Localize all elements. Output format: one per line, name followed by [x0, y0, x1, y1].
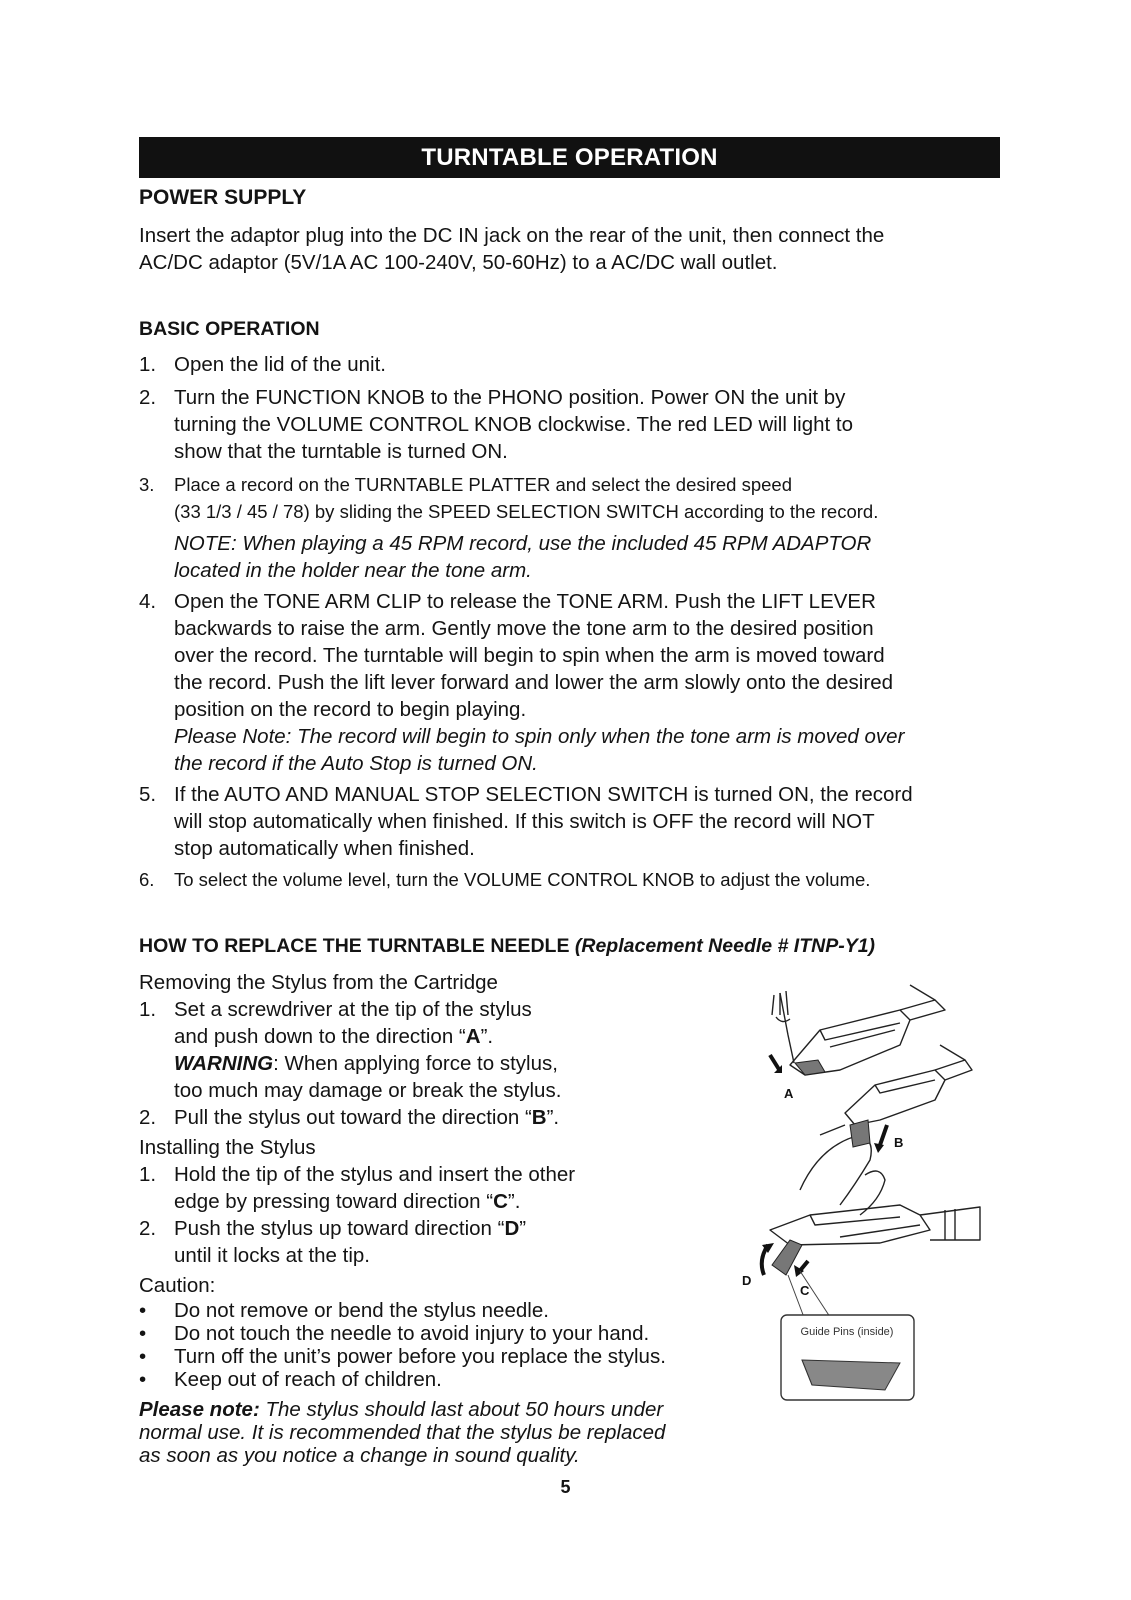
power-supply-heading: POWER SUPPLY — [139, 186, 307, 209]
list-item — [139, 1299, 759, 1322]
bullet-symbol: • — [139, 1299, 147, 1322]
text-line: If the AUTO AND MANUAL STOP SELECTION SWITCH is turned ON, the record — [174, 783, 913, 806]
needle-heading-text: HOW TO REPLACE THE TURNTABLE NEEDLE — [139, 935, 570, 957]
text-line: position on the record to begin playing. — [174, 698, 527, 721]
list-number: 2. — [139, 1106, 157, 1129]
list-number: 3. — [139, 474, 155, 495]
bullet-symbol: • — [139, 1368, 147, 1391]
text-line: Turn the FUNCTION KNOB to the PHONO position. Power ON the unit by — [174, 386, 846, 409]
removing-stylus-title: Removing the Stylus from the Cartridge — [139, 971, 498, 994]
text-line: show that the turntable is turned ON. — [174, 440, 508, 463]
list-number: 4. — [139, 590, 157, 613]
text-line: as soon as you notice a change in sound quality. — [139, 1444, 580, 1467]
list-item — [139, 996, 759, 1104]
basic-operation-list — [139, 351, 1019, 893]
text-line: Open the TONE ARM CLIP to release the TONE ARM. Push the LIFT LEVER — [174, 590, 876, 613]
installing-stylus-title: Installing the Stylus — [139, 1136, 316, 1159]
bullet-text: Do not remove or bend the stylus needle. — [174, 1299, 549, 1322]
bullet-symbol: • — [139, 1345, 147, 1368]
label-c: C — [800, 1283, 810, 1298]
needle-heading — [139, 935, 875, 958]
text-line: the record. Push the lift lever forward and lower the arm slowly onto the desired — [174, 671, 893, 694]
text-line: NOTE: When playing a 45 RPM record, use the included 45 RPM ADAPTOR — [174, 532, 872, 555]
stylus-replacement-illustration — [742, 975, 980, 1435]
text-line: the record if the Auto Stop is turned ON. — [174, 752, 538, 775]
text-span: and push down to the direction “ — [174, 1025, 466, 1048]
text-line: over the record. The turntable will begin to spin when the arm is moved toward — [174, 644, 885, 667]
list-number: 1. — [139, 1163, 157, 1186]
section-title-banner: TURNTABLE OPERATION — [139, 137, 1000, 178]
direction-letter: C — [493, 1190, 508, 1213]
label-d: D — [742, 1273, 752, 1288]
note-text — [139, 723, 1019, 777]
text-line: (33 1/3 / 45 / 78) by sliding the SPEED SELECTION SWITCH according to the record. — [174, 501, 879, 522]
text-span: Pull the stylus out toward the direction “ — [174, 1106, 532, 1129]
page-number: 5 — [560, 1477, 571, 1497]
removing-steps — [139, 996, 759, 1131]
direction-letter: D — [504, 1217, 520, 1240]
text-line: Place a record on the TURNTABLE PLATTER and select the desired speed — [174, 474, 793, 495]
list-item — [139, 1104, 759, 1131]
text-line: To select the volume level, turn the VOLUME CONTROL KNOB to adjust the volume. — [174, 869, 871, 890]
list-item — [139, 471, 1019, 525]
text-span: The stylus should last about 50 hours under — [259, 1398, 664, 1421]
text-line: backwards to raise the arm. Gently move the tone arm to the desired position — [174, 617, 874, 640]
text-line: normal use. It is recommended that the stylus be replaced — [139, 1421, 666, 1444]
list-item — [139, 384, 1019, 465]
text-line — [174, 1188, 759, 1215]
list-item — [139, 1345, 759, 1368]
closing-note — [139, 1398, 759, 1467]
list-number: 2. — [139, 1217, 157, 1240]
warning-label: WARNING — [174, 1052, 274, 1075]
list-item — [139, 351, 1019, 378]
list-item — [139, 866, 1019, 893]
text-span: ” — [519, 1217, 527, 1240]
text-line: Please Note: The record will begin to spin only when the tone arm is moved over — [174, 725, 905, 748]
text-line: will stop automatically when finished. If this switch is OFF the record will NOT — [174, 810, 875, 833]
replacement-needle-code: (Replacement Needle # ITNP-Y1) — [574, 935, 876, 957]
inset-label: Guide Pins (inside) — [800, 1326, 894, 1338]
list-item — [139, 588, 1019, 723]
label-b: B — [894, 1135, 904, 1150]
text-line: AC/DC adaptor (5V/1A AC 100-240V, 50-60Hz) to a AC/DC wall outlet. — [139, 251, 778, 274]
text-line — [174, 1215, 759, 1242]
list-number: 1. — [139, 353, 157, 376]
text-line: Hold the tip of the stylus and insert the other — [174, 1163, 576, 1186]
text-line: too much may damage or break the stylus. — [174, 1079, 562, 1102]
direction-letter: A — [465, 1025, 481, 1048]
list-item — [139, 781, 1019, 862]
warning-line — [174, 1050, 759, 1077]
power-supply-text — [139, 222, 884, 276]
list-number: 2. — [139, 386, 157, 409]
list-item — [139, 1215, 759, 1269]
text-line: located in the holder near the tone arm. — [174, 559, 532, 582]
bullet-symbol: • — [139, 1322, 147, 1345]
note-label: Please note: — [139, 1398, 260, 1421]
direction-letter: B — [531, 1106, 547, 1129]
stylus-diagram — [742, 975, 980, 1435]
note-text — [139, 530, 1019, 584]
bullet-text: Turn off the unit’s power before you replace the stylus. — [174, 1345, 666, 1368]
list-item — [139, 1368, 759, 1391]
caution-title: Caution: — [139, 1274, 216, 1297]
text-span: ”. — [480, 1025, 494, 1048]
list-number: 1. — [139, 998, 157, 1021]
bullet-text: Keep out of reach of children. — [174, 1368, 442, 1391]
caution-list — [139, 1299, 759, 1391]
installing-steps — [139, 1161, 759, 1269]
text-line: Insert the adaptor plug into the DC IN jack on the rear of the unit, then connect the — [139, 224, 885, 247]
text-span: Push the stylus up toward direction “ — [174, 1217, 505, 1240]
text-line: until it locks at the tip. — [174, 1244, 370, 1267]
list-number: 6. — [139, 869, 155, 890]
text-line: stop automatically when finished. — [174, 837, 475, 860]
basic-operation-heading: BASIC OPERATION — [139, 318, 320, 340]
text-span: ”. — [507, 1190, 521, 1213]
label-a: A — [784, 1086, 794, 1101]
text-line: Open the lid of the unit. — [174, 353, 386, 376]
list-item — [139, 1161, 759, 1215]
list-number: 5. — [139, 783, 157, 806]
text-line: turning the VOLUME CONTROL KNOB clockwise. The red LED will light to — [174, 413, 854, 436]
text-line — [139, 1398, 759, 1421]
text-span: edge by pressing toward direction “ — [174, 1190, 494, 1213]
text-line: Set a screwdriver at the tip of the stylus — [174, 998, 532, 1021]
text-line — [174, 1023, 759, 1050]
list-item — [139, 1322, 759, 1345]
bullet-text: Do not touch the needle to avoid injury to your hand. — [174, 1322, 650, 1345]
text-line — [174, 1104, 759, 1131]
text-span: ”. — [546, 1106, 560, 1129]
text-span: : When applying force to stylus, — [273, 1052, 558, 1075]
